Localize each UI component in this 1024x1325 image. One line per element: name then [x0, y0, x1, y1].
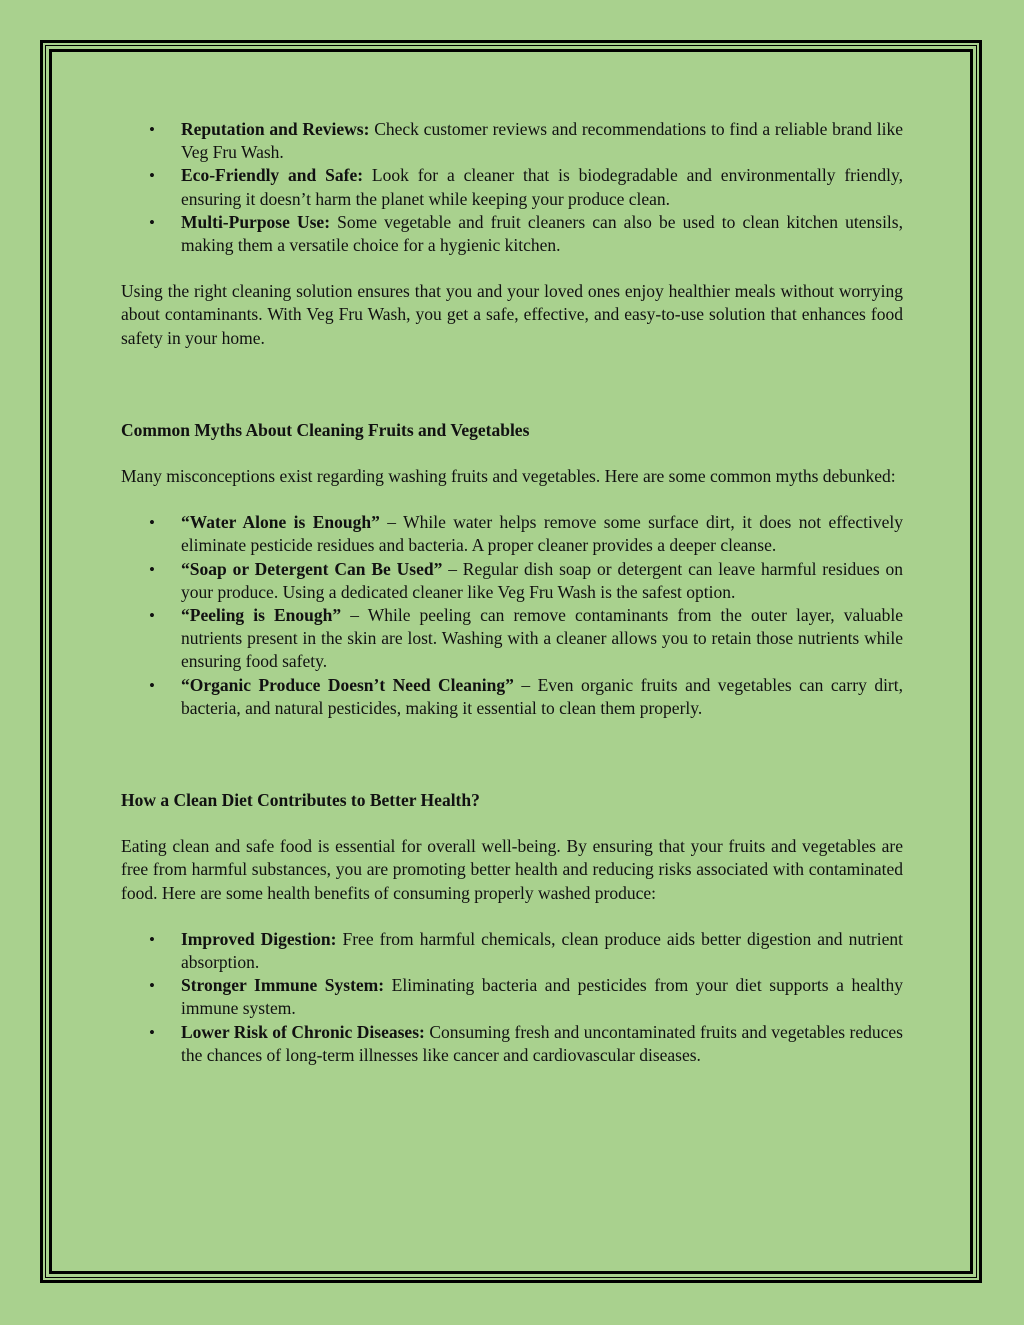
list-item-title: Multi-Purpose Use: — [181, 211, 331, 232]
list-item — [121, 604, 903, 674]
list-item-title: “Water Alone is Enough” — [181, 512, 380, 533]
list-item — [121, 118, 903, 164]
list-item — [121, 558, 903, 604]
list-item-title: “Peeling is Enough” — [181, 605, 342, 626]
list-item — [121, 1021, 903, 1067]
paragraph-health-intro: Eating clean and safe food is essential for overall well-being. By ensuring that your fruits and vegetables are free from harmful substances, you are promoting better health and reducing risks associated with contaminated food. Here are some health benefits of consuming properly washed produce: — [121, 836, 903, 903]
list-item-text: Eliminating bacteria and pesticides from your diet supports a healthy immune system. — [181, 975, 903, 1019]
section-heading-health: How a Clean Diet Contributes to Better Health? — [121, 790, 480, 811]
list-item — [121, 211, 903, 257]
bullet-icon: • — [149, 559, 155, 579]
bullet-icon: • — [149, 675, 155, 695]
list-item-text: – Regular dish soap or detergent can leave harmful residues on your produce. Using a dedicated cleaner like Veg Fru Wash is the safest option. — [181, 558, 903, 602]
list-item-text: Look for a cleaner that is biodegradable and environmentally friendly, ensuring it doesn’t harm the planet while keeping your produce clean. — [181, 165, 903, 209]
list-item — [121, 928, 903, 974]
list-item-title: Improved Digestion: — [181, 928, 337, 949]
list-item-title: Reputation and Reviews: — [181, 119, 370, 139]
list-item — [121, 974, 903, 1020]
list-item — [121, 164, 903, 210]
list-item — [121, 674, 903, 720]
health-benefits-list — [121, 928, 903, 1067]
list-item-text: – Even organic fruits and vegetables can carry dirt, bacteria, and natural pesticides, making it essential to clean them properly. — [181, 674, 903, 718]
list-item-text: – While peeling can remove contaminants from the outer layer, valuable nutrients present in the skin are lost. Washing with a cleaner allows you to retain those nutrients while ensuring food safety. — [181, 605, 903, 672]
list-item-title: Stronger Immune System: — [181, 975, 385, 996]
bullet-icon: • — [149, 166, 155, 186]
document-body — [121, 118, 903, 1067]
list-item-text: Consuming fresh and uncontaminated fruits and vegetables reduces the chances of long-term illnesses like cancer and cardiovascular diseases. — [181, 1021, 903, 1065]
list-item — [121, 511, 903, 557]
paragraph-using-right-solution: Using the right cleaning solution ensures that you and your loved ones enjoy healthier meals without worrying about contaminants. With Veg Fru Wash, you get a safe, effective, and easy-to-use solution that enhances food safety in your home. — [121, 281, 903, 348]
list-item-title: “Soap or Detergent Can Be Used” — [181, 558, 443, 579]
list-item-title: Lower Risk of Chronic Diseases: — [181, 1021, 425, 1042]
list-item-text: Check customer reviews and recommendations to find a reliable brand like Veg Fru Wash. — [181, 119, 903, 163]
list-item-text: Free from harmful chemicals, clean produce aids better digestion and nutrient absorption. — [181, 928, 903, 973]
bullet-icon: • — [149, 513, 155, 533]
list-item-text: – While water helps remove some surface dirt, it does not effectively eliminate pesticide residues and bacteria. A proper cleaner provides a deeper cleanse. — [181, 512, 903, 556]
bullet-icon: • — [149, 606, 155, 626]
bullet-icon: • — [149, 212, 155, 232]
section-heading-myths: Common Myths About Cleaning Fruits and Vegetables — [121, 419, 530, 440]
list-item-text: Some vegetable and fruit cleaners can also be used to clean kitchen utensils, making them a versatile choice for a hygienic kitchen. — [181, 211, 903, 256]
bullet-icon: • — [149, 929, 155, 949]
selection-tips-list — [121, 118, 903, 257]
myths-list — [121, 511, 903, 720]
bullet-icon: • — [149, 976, 155, 996]
bullet-icon: • — [149, 1022, 155, 1042]
list-item-title: “Organic Produce Doesn’t Need Cleaning” — [181, 674, 514, 695]
paragraph-myths-intro: Many misconceptions exist regarding washing fruits and vegetables. Here are some common myths debunked: — [121, 466, 896, 487]
bullet-icon: • — [149, 120, 155, 139]
list-item-title: Eco-Friendly and Safe: — [181, 165, 364, 186]
